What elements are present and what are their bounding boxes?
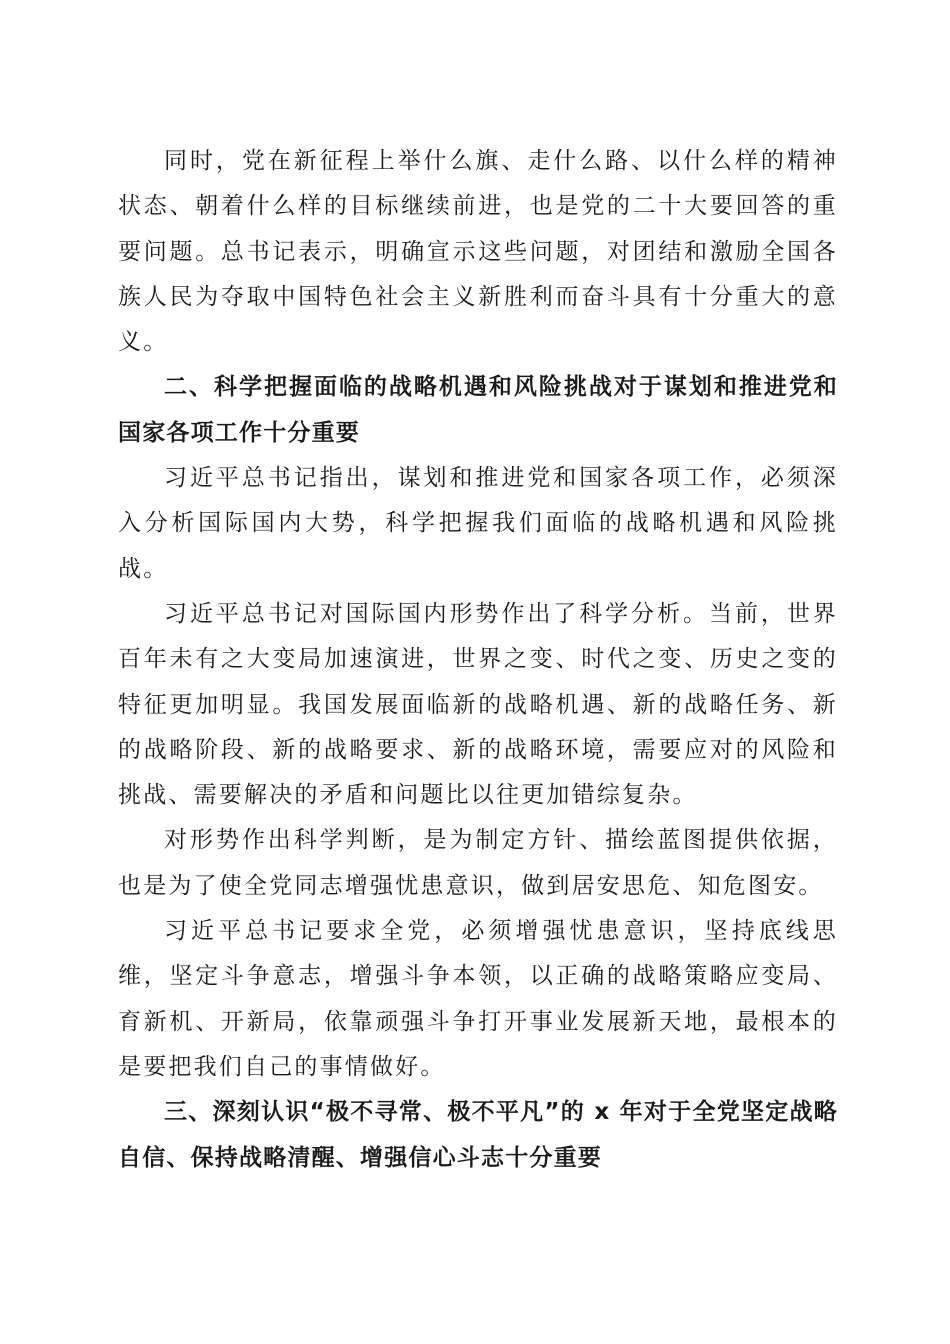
section-heading-2: 二、科学把握面临的战略机遇和风险挑战对于谋划和推进党和国家各项工作十分重要 [118, 374, 838, 446]
section-heading-3: 三、深刻认识“极不寻常、极不平凡”的 x 年对于全党坚定战略自信、保持战略清醒、增强信心斗志十分重要 [118, 1099, 838, 1171]
paragraph-situation-analysis: 习近平总书记对国际国内形势作出了科学分析。当前，世界百年未有之大变局加速演进，世界之变、时代之变、历史之变的特征更加明显。我国发展面临新的战略机遇、新的战略任务、新的战略阶段、新的战略要求、新的战略环境，需要应对的风险和挑战、需要解决的矛盾和问题比以往更加错综复杂。 [118, 600, 838, 809]
paragraph-strategic-analysis: 习近平总书记指出，谋划和推进党和国家各项工作，必须深入分析国际国内大势，科学把握我们面临的战略机遇和风险挑战。 [118, 465, 838, 582]
paragraph-intro: 同时，党在新征程上举什么旗、走什么路、以什么样的精神状态、朝着什么样的目标继续前进，也是党的二十大要回答的重要问题。总书记表示，明确宣示这些问题，对团结和激励全国各族人民为夺取中国特色社会主义新胜利而奋斗具有十分重大的意义。 [118, 148, 838, 356]
document-body [118, 139, 838, 1181]
paragraph-requirements: 习近平总书记要求全党，必须增强忧患意识，坚持底线思维，坚定斗争意志，增强斗争本领，以正确的战略策略应变局、育新机、开新局，依靠顽强斗争打开事业发展新天地，最根本的是要把我们自己的事情做好。 [118, 918, 838, 1080]
paragraph-judgment: 对形势作出科学判断，是为制定方针、描绘蓝图提供依据，也是为了使全党同志增强忧患意识，做到居安思危、知危图安。 [118, 827, 838, 899]
